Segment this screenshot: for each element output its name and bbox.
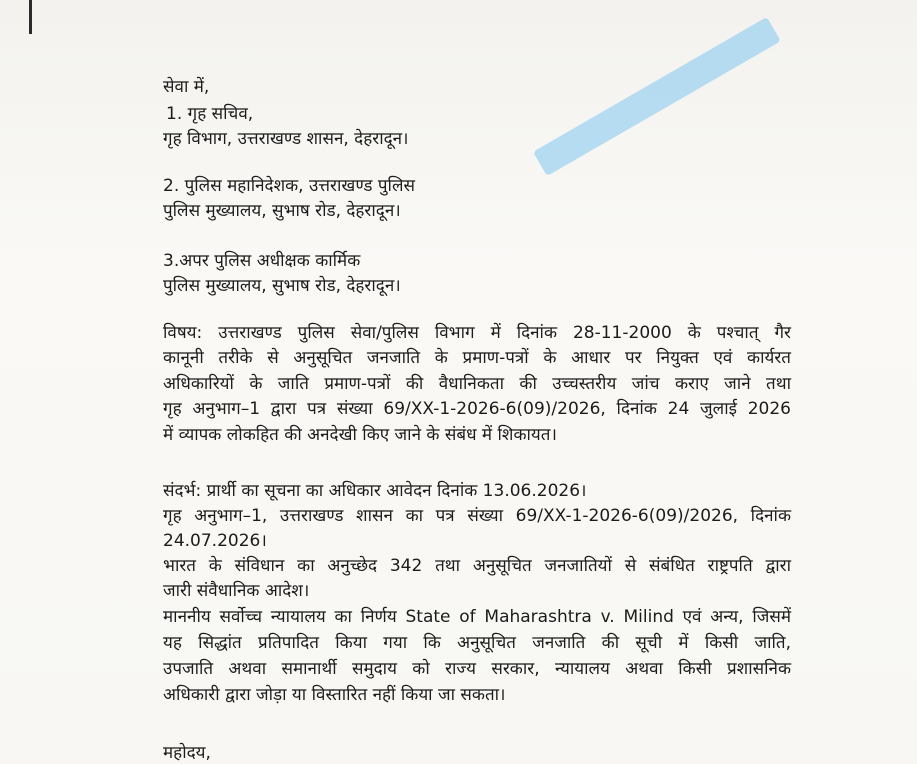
reference-line-9: अधिकारी द्वारा जोड़ा या विस्तारित नहीं किया जा सकता। — [163, 685, 506, 705]
highlighter-stroke — [533, 17, 781, 176]
recipient-2-address: पुलिस मुख्यालय, सुभाष रोड, देहरादून। — [163, 201, 401, 221]
greeting: महोदय, — [163, 743, 211, 763]
reference-line-2: गृह अनुभाग–1, उत्तराखण्ड शासन का पत्र संख्या 69/XX-1-2026-6(09)/2026, दिनांक — [163, 506, 791, 526]
reference-line-6: माननीय सर्वोच्च न्यायालय का निर्णय State of Maharashtra v. Milind एवं अन्य, जिसमें — [163, 607, 791, 627]
recipient-3-address: पुलिस मुख्यालय, सुभाष रोड, देहरादून। — [163, 276, 401, 296]
subject-line-5: में व्यापक लोकहित की अनदेखी किए जाने के संबंध में शिकायत। — [163, 425, 557, 445]
subject-line-2: कानूनी तरीके से अनुसूचित जनजाति के प्रमाण-पत्रों के आधार पर नियुक्त एवं कार्यरत — [163, 348, 791, 368]
subject-line-4: गृह अनुभाग–1 द्वारा पत्र संख्या 69/XX-1-2026-6(09)/2026, दिनांक 24 जुलाई 2026 — [163, 399, 791, 419]
recipient-1-title: 1. गृह सचिव, — [166, 104, 254, 124]
reference-line-5: जारी संवैधानिक आदेश। — [163, 581, 310, 601]
recipient-3-title: 3.अपर पुलिस अधीक्षक कार्मिक — [163, 251, 361, 271]
reference-line-4: भारत के संविधान का अनुच्छेद 342 तथा अनुसूचित जनजातियों से संबंधित राष्ट्रपति द्वारा — [163, 556, 791, 576]
reference-line-3: 24.07.2026। — [163, 531, 267, 551]
subject-line-3: अधिकारियों के जाति प्रमाण-पत्रों की वैधानिकता की उच्चस्तरीय जांच कराए जाने तथा — [163, 374, 791, 394]
edge-mark — [29, 0, 32, 34]
recipient-1-address: गृह विभाग, उत्तराखण्ड शासन, देहरादून। — [163, 129, 409, 149]
subject-line-1: विषय: उत्तराखण्ड पुलिस सेवा/पुलिस विभाग में दिनांक 28-11-2000 के पश्चात् गैर — [163, 323, 791, 343]
reference-line-1: संदर्भ: प्रार्थी का सूचना का अधिकार आवेदन दिनांक 13.06.2026। — [163, 481, 587, 501]
recipient-2-title: 2. पुलिस महानिदेशक, उत्तराखण्ड पुलिस — [163, 176, 415, 196]
reference-line-8: उपजाति अथवा समानार्थी समुदाय को राज्य सरकार, न्यायालय अथवा किसी प्रशासनिक — [163, 659, 791, 679]
reference-line-7: यह सिद्धांत प्रतिपादित किया गया कि अनुसूचित जनजाति की सूची में किसी जाति, — [163, 633, 791, 653]
salutation-to: सेवा में, — [163, 77, 210, 97]
